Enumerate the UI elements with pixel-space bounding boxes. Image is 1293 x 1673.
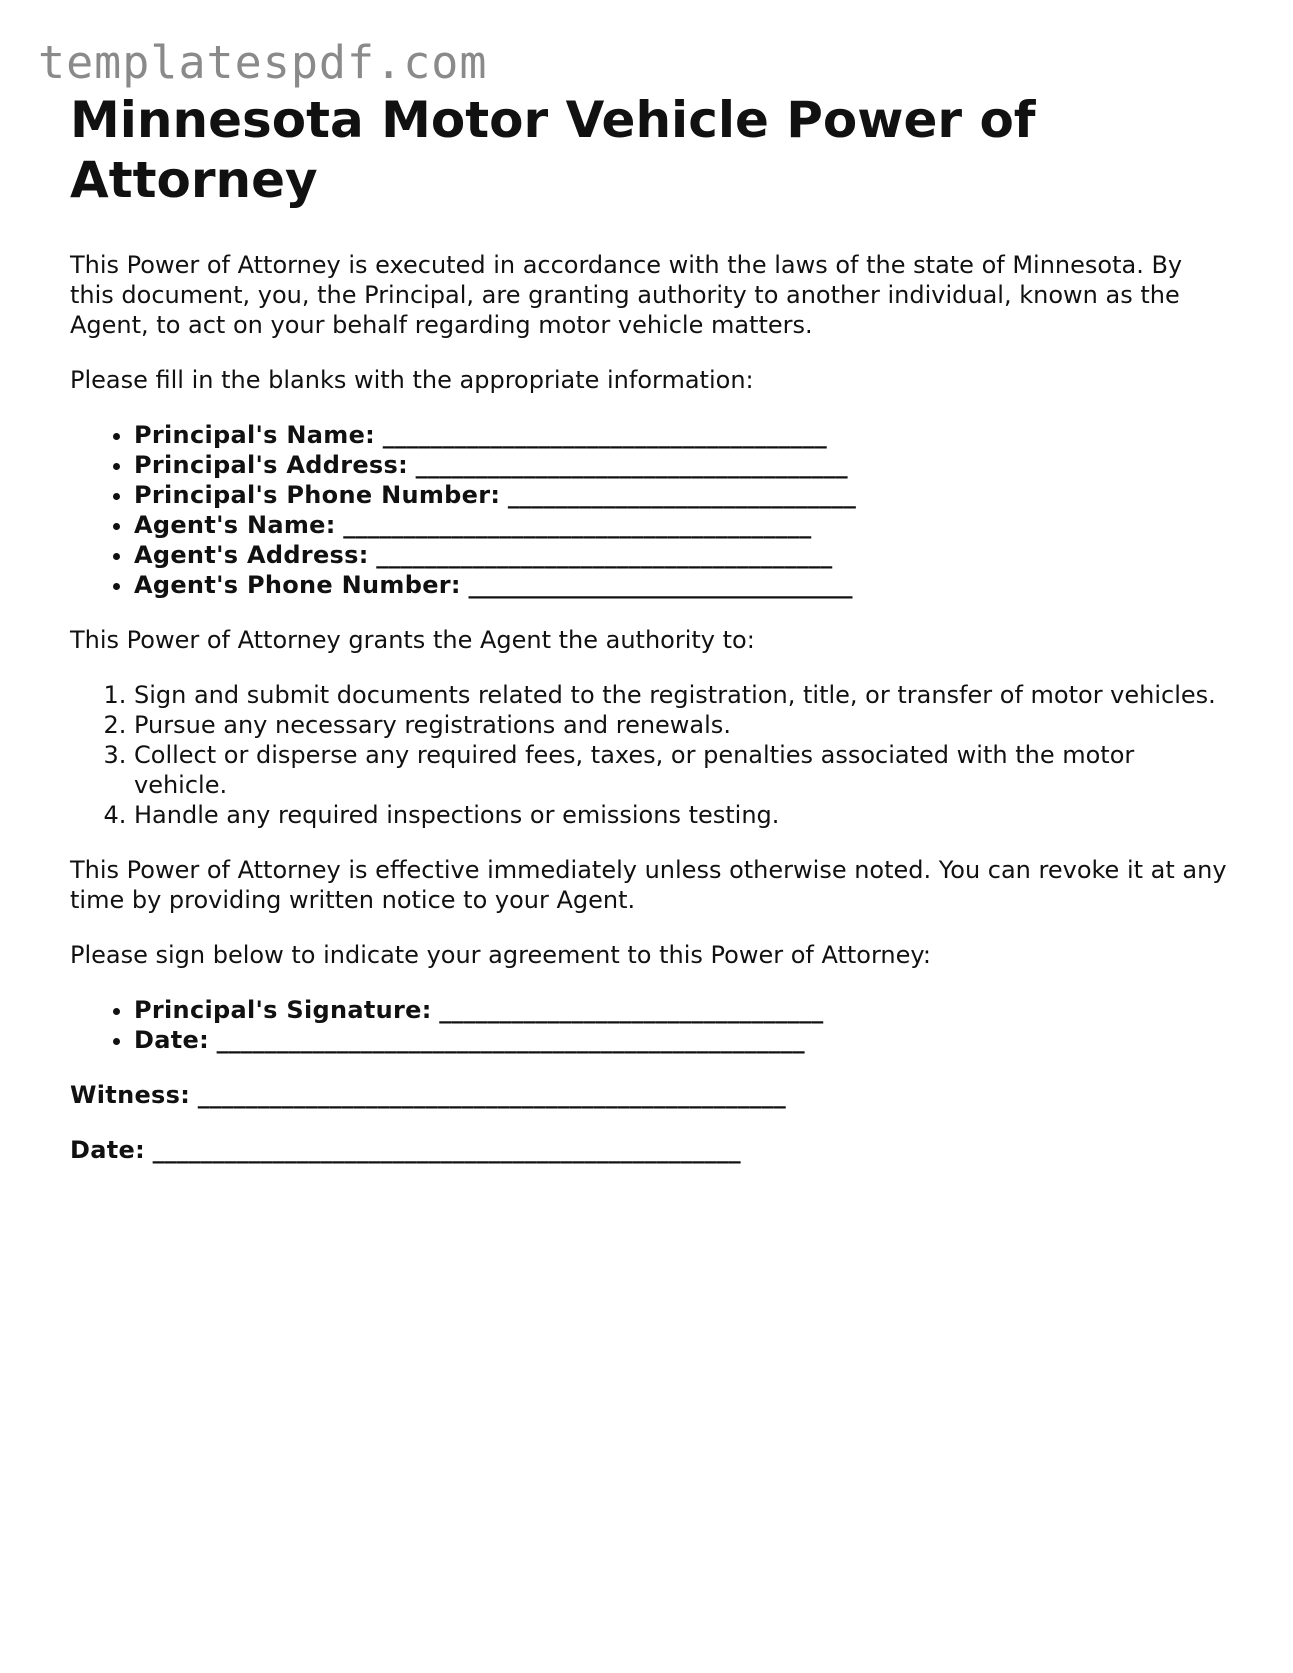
witness-label: Witness:	[70, 1081, 191, 1109]
authority-list	[70, 680, 1230, 830]
agent-name-blank[interactable]: _______________________________________	[343, 511, 812, 539]
document-title: Minnesota Motor Vehicle Power of Attorney	[70, 91, 1036, 209]
field-label: Agent's Name:	[134, 511, 336, 539]
principal-signature-blank[interactable]: ________________________________	[439, 996, 824, 1024]
field-principal-name	[134, 420, 1230, 450]
fill-prompt: Please fill in the blanks with the appropriate information:	[70, 366, 754, 394]
authority-item: 4. Handle any required inspections or emissions testing.	[134, 800, 1230, 830]
field-label: Agent's Phone Number:	[134, 571, 461, 599]
field-label: Principal's Address:	[134, 451, 408, 479]
authority-item: 2. Pursue any necessary registrations and renewals.	[134, 710, 1230, 740]
field-label: Principal's Signature:	[134, 996, 432, 1024]
intro-paragraph: This Power of Attorney is executed in accordance with the laws of the state of Minnesota. By this document, you, the Principal, are granting authority to another individual, known as the Agent, to act on your behalf regarding motor vehicle matters.	[70, 251, 1183, 339]
field-label: Date:	[134, 1026, 209, 1054]
principal-phone-blank[interactable]: _____________________________	[507, 481, 856, 509]
agent-address-blank[interactable]: ______________________________________	[376, 541, 833, 569]
witness-blank[interactable]: _________________________________________________	[197, 1081, 786, 1109]
principal-name-blank[interactable]: _____________________________________	[382, 421, 827, 449]
field-agent-name	[134, 510, 1230, 540]
authority-item: 1. Sign and submit documents related to the registration, title, or transfer of motor vehicles.	[134, 680, 1230, 710]
field-witness	[70, 1080, 1230, 1110]
info-field-list	[70, 420, 1230, 600]
field-label: Principal's Phone Number:	[134, 481, 501, 509]
field-agent-phone	[134, 570, 1230, 600]
field-agent-address	[134, 540, 1230, 570]
principal-address-blank[interactable]: ____________________________________	[415, 451, 848, 479]
field-principal-address	[134, 450, 1230, 480]
field-label: Principal's Name:	[134, 421, 376, 449]
field-label: Agent's Address:	[134, 541, 369, 569]
watermark: templatespdf.com	[38, 36, 488, 89]
witness-date-blank[interactable]: _________________________________________________	[152, 1136, 741, 1164]
field-signature-date	[134, 1025, 1230, 1055]
authority-intro: This Power of Attorney grants the Agent the authority to:	[70, 626, 755, 654]
witness-date-label: Date:	[70, 1136, 145, 1164]
field-witness-date	[70, 1135, 1230, 1165]
agent-phone-blank[interactable]: ________________________________	[468, 571, 853, 599]
field-principal-signature	[134, 995, 1230, 1025]
authority-item: 3. Collect or disperse any required fees, taxes, or penalties associated with the motor vehicle.	[134, 740, 1230, 800]
document-page	[70, 90, 1230, 1165]
effective-paragraph: This Power of Attorney is effective immediately unless otherwise noted. You can revoke it at any time by providing written notice to your Agent.	[70, 856, 1227, 914]
sign-prompt: Please sign below to indicate your agreement to this Power of Attorney:	[70, 941, 931, 969]
field-principal-phone	[134, 480, 1230, 510]
signature-date-blank[interactable]: _________________________________________________	[216, 1026, 805, 1054]
signature-field-list	[70, 995, 1230, 1055]
